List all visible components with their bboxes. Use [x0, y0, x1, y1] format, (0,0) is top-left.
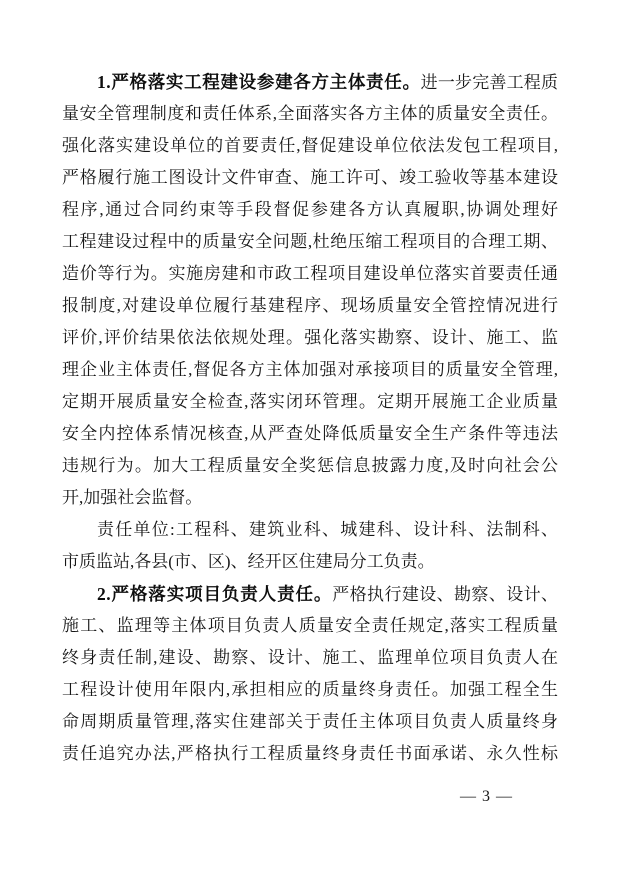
text-line — [62, 162, 558, 194]
text-line — [62, 450, 558, 482]
line-text: 市质监站,各县(市、区)、经开区住建局分工负责。 — [62, 552, 435, 571]
text-line — [62, 610, 558, 642]
line-text: 造价等行为。实施房建和市政工程项目建设单位落实首要责任通 — [62, 264, 558, 283]
line-text: 程序,通过合同约束等手段督促参建各方认真履职,协调处理好 — [62, 200, 558, 219]
section-heading: 1.严格落实工程建设参建各方主体责任。 — [97, 72, 421, 92]
line-text: 命周期质量管理,落实住建部关于责任主体项目负责人质量终身 — [62, 712, 558, 731]
line-text: 终身责任制,建设、勘察、设计、施工、监理单位项目负责人在 — [62, 648, 558, 667]
document-text — [62, 66, 558, 770]
text-line — [62, 706, 558, 738]
text-line — [62, 290, 558, 322]
text-line — [62, 738, 558, 770]
line-text: 安全内控体系情况核查,从严查处降低质量安全生产条件等违法 — [62, 424, 558, 443]
line-text: 责任单位:工程科、建筑业科、城建科、设计科、法制科、 — [97, 520, 558, 539]
text-line — [62, 354, 558, 386]
line-text: 责任追究办法,严格执行工程质量终身责任书面承诺、永久性标 — [62, 744, 558, 763]
line-text: 强化落实建设单位的首要责任,督促建设单位依法发包工程项目, — [62, 136, 558, 155]
text-line — [62, 418, 558, 450]
text-line — [62, 482, 558, 514]
line-text: 开,加强社会监督。 — [62, 488, 203, 507]
line-text: 严格执行建设、勘察、设计、 — [332, 585, 558, 604]
line-text: 违规行为。加大工程质量安全奖惩信息披露力度,及时向社会公 — [62, 456, 558, 475]
text-line — [62, 322, 558, 354]
text-line — [62, 130, 558, 162]
line-text: 理企业主体责任,督促各方主体加强对承接项目的质量安全管理, — [62, 360, 558, 379]
text-line — [62, 674, 558, 706]
section-heading: 2.严格落实项目负责人责任。 — [97, 584, 333, 604]
text-line — [62, 226, 558, 258]
line-text: 工程建设过程中的质量安全问题,杜绝压缩工程项目的合理工期、 — [62, 232, 558, 251]
line-text: 评价,评价结果依法依规处理。强化落实勘察、设计、施工、监 — [62, 328, 558, 347]
text-line — [62, 386, 558, 418]
line-text: 严格履行施工图设计文件审查、施工许可、竣工验收等基本建设 — [62, 168, 558, 187]
line-text: 报制度,对建设单位履行基建程序、现场质量安全管控情况进行 — [62, 296, 558, 315]
text-line — [62, 578, 558, 610]
text-line — [62, 514, 558, 546]
line-text: 量安全管理制度和责任体系,全面落实各方主体的质量安全责任。 — [62, 104, 558, 123]
line-text: 定期开展质量安全检查,落实闭环管理。定期开展施工企业质量 — [62, 392, 558, 411]
text-line — [62, 66, 558, 98]
line-text: 进一步完善工程质 — [420, 73, 558, 92]
line-text: 施工、监理等主体项目负责人质量安全责任规定,落实工程质量 — [62, 616, 558, 635]
text-line — [62, 98, 558, 130]
text-line — [62, 546, 558, 578]
text-line — [62, 194, 558, 226]
line-text: 工程设计使用年限内,承担相应的质量终身责任。加强工程全生 — [62, 680, 558, 699]
text-line — [62, 258, 558, 290]
text-line — [62, 642, 558, 674]
page-number: — 3 — — [460, 788, 513, 805]
